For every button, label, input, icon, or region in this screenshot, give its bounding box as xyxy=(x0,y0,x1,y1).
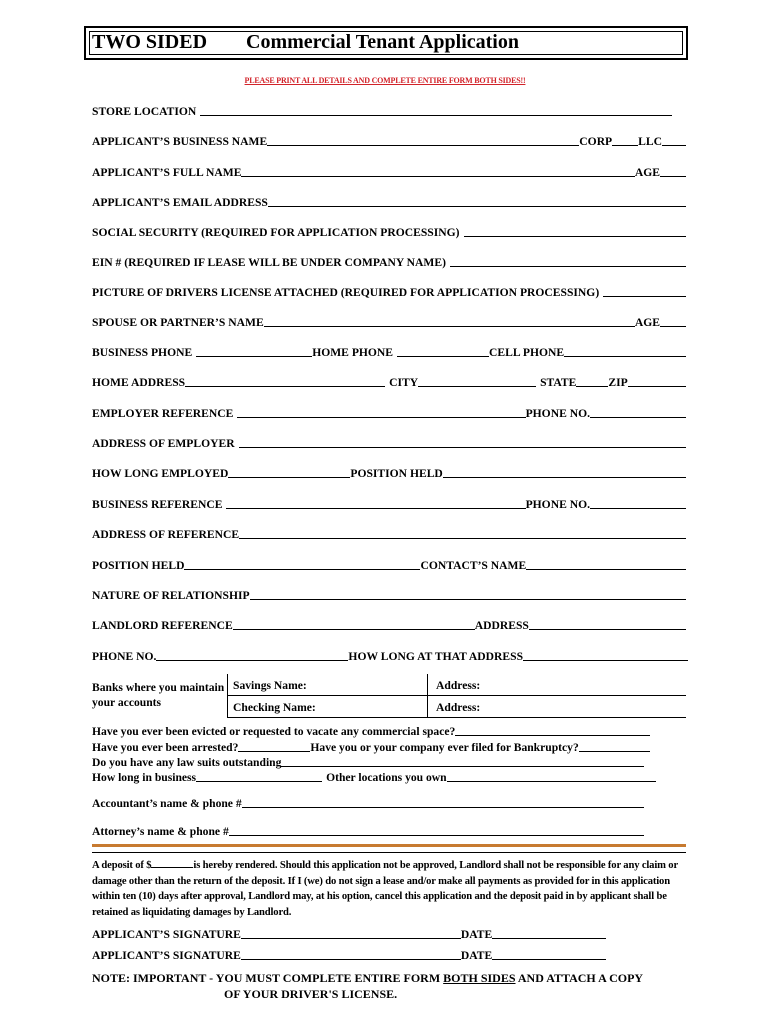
store-location-field[interactable] xyxy=(200,115,672,116)
cell-phone-field[interactable] xyxy=(564,356,686,357)
city-field[interactable] xyxy=(418,386,536,387)
employer-address-row xyxy=(92,434,686,450)
corp-label: CORP xyxy=(579,135,613,148)
ssn-field[interactable] xyxy=(464,236,686,237)
form-title: Commercial Tenant Application xyxy=(246,31,519,53)
checking-row-line[interactable] xyxy=(227,717,686,718)
address-of-reference-field[interactable] xyxy=(239,538,686,539)
business-phone-field[interactable] xyxy=(196,356,312,357)
law-suits-field[interactable] xyxy=(281,766,644,767)
signature-1-field[interactable] xyxy=(241,938,461,939)
note-part1: NOTE: IMPORTANT - YOU MUST COMPLETE ENTIRE FORM xyxy=(92,971,444,985)
bankruptcy-field[interactable] xyxy=(579,751,650,752)
ref-position-held-field[interactable] xyxy=(184,569,420,570)
business-phone-label: BUSINESS PHONE xyxy=(92,346,193,359)
nature-relationship-row xyxy=(92,586,686,602)
ref-position-held-label: POSITION HELD xyxy=(92,559,185,572)
email-row xyxy=(92,193,686,209)
position-held-field[interactable] xyxy=(443,477,686,478)
employer-reference-field[interactable] xyxy=(237,417,525,418)
deposit-paragraph xyxy=(92,858,686,920)
state-field[interactable] xyxy=(576,386,608,387)
landlord-address-field[interactable] xyxy=(529,629,686,630)
how-long-business-label: How long in business xyxy=(92,771,197,784)
position-held-label: POSITION HELD xyxy=(350,467,443,480)
savings-row-line[interactable] xyxy=(227,695,686,696)
note-part2: AND ATTACH A COPY xyxy=(515,971,644,985)
landlord-address-label: ADDRESS xyxy=(474,619,529,632)
drivers-license-label: PICTURE OF DRIVERS LICENSE ATTACHED (REQUIRED FOR APPLICATION PROCESSING) xyxy=(92,286,600,299)
how-long-business-field[interactable] xyxy=(196,781,322,782)
important-note xyxy=(92,970,686,1002)
date-1-label: DATE xyxy=(460,928,493,941)
deposit-amount-field[interactable] xyxy=(151,858,193,868)
business-name-row xyxy=(92,132,686,148)
spouse-label: SPOUSE OR PARTNER’S NAME xyxy=(92,316,264,329)
banks-divider-mid xyxy=(427,674,428,718)
landlord-phone-row xyxy=(92,647,688,663)
contact-name-label: CONTACT’S NAME xyxy=(420,559,527,572)
business-name-field[interactable] xyxy=(267,145,579,146)
form-header xyxy=(84,26,688,60)
arrested-row xyxy=(92,738,650,754)
address-of-reference-label: ADDRESS OF REFERENCE xyxy=(92,528,240,541)
drivers-license-field[interactable] xyxy=(603,296,686,297)
employer-address-field[interactable] xyxy=(239,447,686,448)
spouse-age-field[interactable] xyxy=(660,326,686,327)
corp-field[interactable] xyxy=(612,145,638,146)
ssn-row xyxy=(92,223,686,239)
employer-reference-row xyxy=(92,404,686,420)
employment-row xyxy=(92,464,686,480)
business-name-label: APPLICANT’S BUSINESS NAME xyxy=(92,135,268,148)
business-length-row xyxy=(92,768,656,784)
banks-divider-left xyxy=(227,674,228,718)
full-name-field[interactable] xyxy=(241,176,634,177)
how-long-employed-field[interactable] xyxy=(228,477,350,478)
nature-relationship-field[interactable] xyxy=(250,599,686,600)
landlord-reference-label: LANDLORD REFERENCE xyxy=(92,619,233,632)
deposit-text: is hereby rendered. Should this application not be approved, Landlord shall not be responsible for any claim or damage other than the return of the deposit. If I (we) do not sign a lease and/or make all payments as provided for in this application within ten (10) days after approval, Landlord may, at his option, cancel this application and the deposit paid in by applicant shall be retained as liquidating damages by Landlord. xyxy=(92,860,678,918)
contact-name-field[interactable] xyxy=(526,569,686,570)
date-2-field[interactable] xyxy=(492,959,606,960)
evicted-label: Have you ever been evicted or requested to vacate any commercial space? xyxy=(92,725,456,738)
spouse-age-label: AGE xyxy=(634,316,660,329)
spouse-row xyxy=(92,313,686,329)
home-address-row xyxy=(92,373,686,389)
how-long-address-field[interactable] xyxy=(523,660,688,661)
landlord-phone-field[interactable] xyxy=(156,660,348,661)
bankruptcy-label: Have you or your company ever filed for Bankruptcy? xyxy=(310,741,579,754)
full-name-label: APPLICANT’S FULL NAME xyxy=(92,166,242,179)
other-locations-label: Other locations you own xyxy=(326,771,447,784)
city-label: CITY xyxy=(389,376,419,389)
ein-label: EIN # (REQUIRED IF LEASE WILL BE UNDER COMPANY NAME) xyxy=(92,256,446,269)
checking-name-label: Checking Name: xyxy=(233,701,316,714)
full-name-row xyxy=(92,163,686,179)
section-divider-black xyxy=(92,852,686,853)
law-suits-label: Do you have any law suits outstanding xyxy=(92,756,282,769)
store-location-label: STORE LOCATION xyxy=(92,105,197,118)
age-field[interactable] xyxy=(660,176,686,177)
savings-address-label: Address: xyxy=(436,679,481,692)
zip-field[interactable] xyxy=(628,386,686,387)
signature-1-label: APPLICANT’S SIGNATURE xyxy=(92,928,241,941)
age-label: AGE xyxy=(634,166,660,179)
email-field[interactable] xyxy=(268,206,686,207)
business-ref-phone-label: PHONE NO. xyxy=(525,498,590,511)
evicted-field[interactable] xyxy=(455,735,650,736)
home-address-field[interactable] xyxy=(185,386,385,387)
checking-address-label: Address: xyxy=(436,701,481,714)
llc-field[interactable] xyxy=(662,145,686,146)
business-reference-field[interactable] xyxy=(226,508,525,509)
landlord-reference-row xyxy=(92,616,686,632)
ein-row xyxy=(92,253,686,269)
how-long-address-label: HOW LONG AT THAT ADDRESS xyxy=(348,650,524,663)
banks-section xyxy=(92,678,686,720)
employer-reference-label: EMPLOYER REFERENCE xyxy=(92,407,234,420)
home-address-label: HOME ADDRESS xyxy=(92,376,186,389)
arrested-label: Have you ever been arrested? xyxy=(92,741,239,754)
attorney-field[interactable] xyxy=(229,835,644,836)
savings-name-label: Savings Name: xyxy=(233,679,307,692)
print-notice: PLEASE PRINT ALL DETAILS AND COMPLETE ENTIRE FORM BOTH SIDES!! xyxy=(244,76,526,85)
arrested-field[interactable] xyxy=(238,751,310,752)
landlord-phone-label: PHONE NO. xyxy=(92,650,157,663)
zip-label: ZIP xyxy=(608,376,628,389)
law-suits-row xyxy=(92,753,644,769)
signature-row-2 xyxy=(92,946,606,962)
home-phone-label: HOME PHONE xyxy=(312,346,394,359)
signature-2-label: APPLICANT’S SIGNATURE xyxy=(92,949,241,962)
evicted-row xyxy=(92,722,650,738)
accountant-row xyxy=(92,794,644,810)
employer-phone-field[interactable] xyxy=(590,417,686,418)
store-location-row xyxy=(92,102,672,118)
landlord-reference-field[interactable] xyxy=(233,629,475,630)
signature-2-field[interactable] xyxy=(241,959,461,960)
date-2-label: DATE xyxy=(460,949,493,962)
business-reference-row xyxy=(92,495,686,511)
banks-label: Banks where you maintain your accounts xyxy=(92,681,225,709)
business-ref-phone-field[interactable] xyxy=(590,508,686,509)
email-label: APPLICANT’S EMAIL ADDRESS xyxy=(92,196,268,209)
ssn-label: SOCIAL SECURITY (REQUIRED FOR APPLICATION PROCESSING) xyxy=(92,226,460,239)
accountant-label: Accountant’s name & phone # xyxy=(92,797,242,810)
business-reference-label: BUSINESS REFERENCE xyxy=(92,498,223,511)
accountant-field[interactable] xyxy=(242,807,644,808)
cell-phone-label: CELL PHONE xyxy=(489,346,565,359)
spouse-field[interactable] xyxy=(264,326,635,327)
two-sided-label: TWO SIDED xyxy=(92,31,208,53)
drivers-license-row xyxy=(92,283,686,299)
state-label: STATE xyxy=(540,376,577,389)
note-line2: OF YOUR DRIVER'S LICENSE. xyxy=(224,987,398,1001)
section-divider-orange xyxy=(92,844,686,847)
attorney-row xyxy=(92,822,644,838)
note-both-sides: BOTH SIDES xyxy=(443,971,516,985)
date-1-field[interactable] xyxy=(492,938,606,939)
address-of-reference-row xyxy=(92,525,686,541)
reference-contact-row xyxy=(92,556,686,572)
home-phone-field[interactable] xyxy=(397,356,489,357)
attorney-label: Attorney’s name & phone # xyxy=(92,825,229,838)
nature-relationship-label: NATURE OF RELATIONSHIP xyxy=(92,589,250,602)
phones-row xyxy=(92,343,686,359)
llc-label: LLC xyxy=(638,135,662,148)
deposit-prefix: A deposit of $ xyxy=(92,860,152,871)
signature-row-1 xyxy=(92,925,606,941)
how-long-employed-label: HOW LONG EMPLOYED xyxy=(92,467,229,480)
employer-phone-label: PHONE NO. xyxy=(525,407,590,420)
employer-address-label: ADDRESS OF EMPLOYER xyxy=(92,437,235,450)
other-locations-field[interactable] xyxy=(447,781,656,782)
ein-field[interactable] xyxy=(450,266,686,267)
